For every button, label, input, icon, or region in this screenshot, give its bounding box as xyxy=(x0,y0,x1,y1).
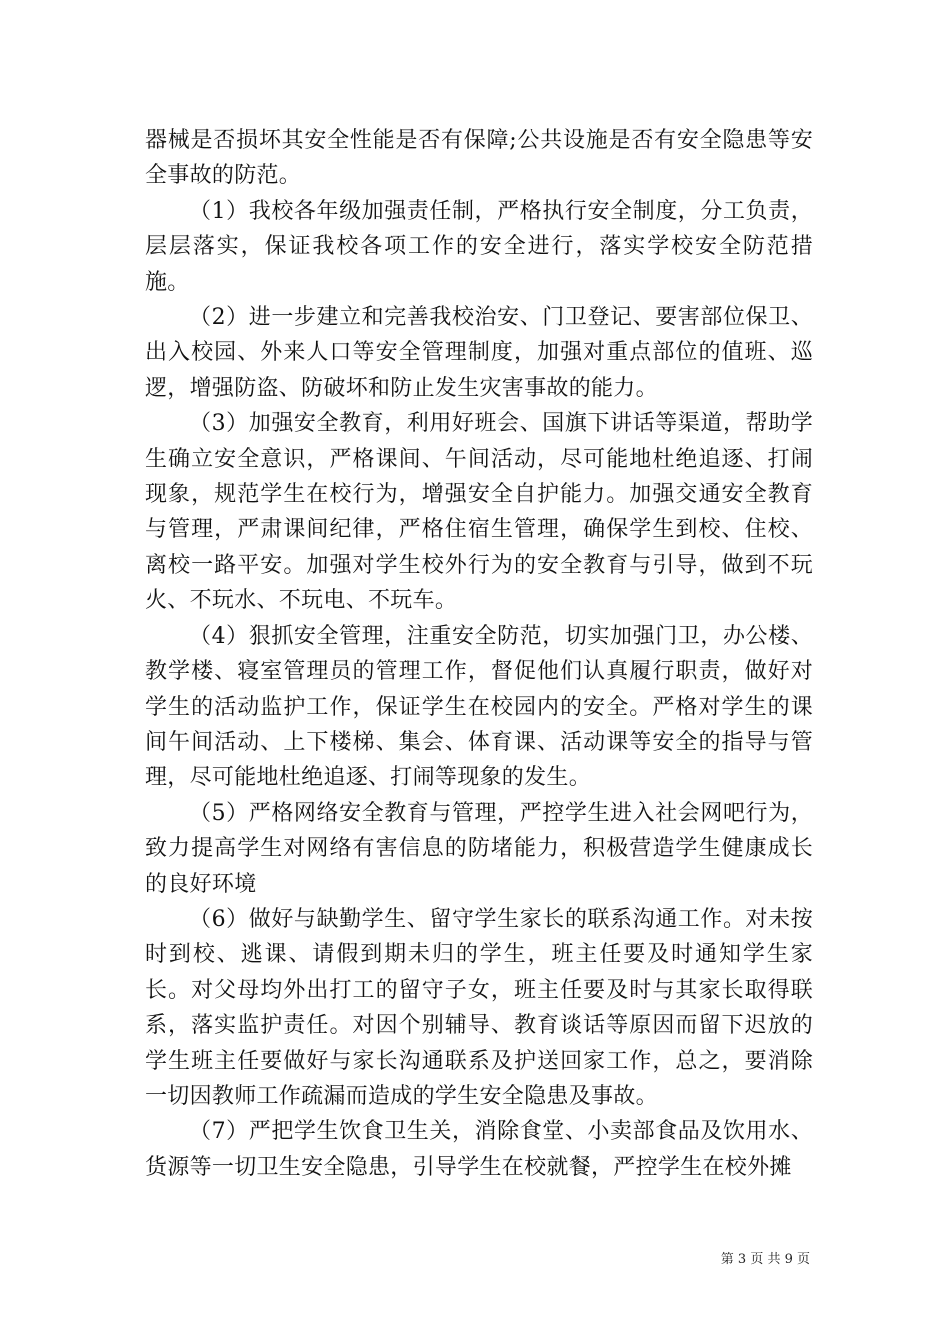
paragraph-item-7: （7）严把学生饮食卫生关，消除食堂、小卖部食品及饮用水、货源等一切卫生安全隐患，引导学生在校就餐，严控学生在校外摊 xyxy=(145,1119,813,1180)
page-number: 第 3 页 共 9 页 xyxy=(720,1252,810,1267)
paragraph-item-1: （1）我校各年级加强责任制，严格执行安全制度，分工负责，层层落实，保证我校各项工作的安全进行，落实学校安全防范措施。 xyxy=(145,198,813,295)
paragraph-item-4: （4）狠抓安全管理，注重安全防范，切实加强门卫，办公楼、教学楼、寝室管理员的管理工作，督促他们认真履行职责，做好对学生的活动监护工作，保证学生在校园内的安全。严格对学生的课间午间活动、上下楼梯、集会、体育课、活动课等安全的指导与管理，尽可能地杜绝追逐、打闹等现象的发生。 xyxy=(145,623,813,791)
paragraph-item-6: （6）做好与缺勤学生、留守学生家长的联系沟通工作。对未按时到校、逃课、请假到期未归的学生，班主任要及时通知学生家长。对父母均外出打工的留守子女，班主任要及时与其家长取得联系，落实监护责任。对因个别辅导、教育谈话等原因而留下迟放的学生班主任要做好与家长沟通联系及护送回家工作，总之，要消除一切因教师工作疏漏而造成的学生安全隐患及事故。 xyxy=(145,906,813,1109)
paragraph-item-5: （5）严格网络安全教育与管理，严控学生进入社会网吧行为，致力提高学生对网络有害信息的防堵能力，积极营造学生健康成长的良好环境 xyxy=(145,800,813,897)
document-body xyxy=(145,123,813,1185)
paragraph-intro: 器械是否损坏其安全性能是否有保障;公共设施是否有安全隐患等安全事故的防范。 xyxy=(145,128,813,189)
paragraph-item-2: （2）进一步建立和完善我校治安、门卫登记、要害部位保卫、出入校园、外来人口等安全管理制度，加强对重点部位的值班、巡逻，增强防盗、防破坏和防止发生灾害事故的能力。 xyxy=(145,305,813,401)
paragraph-item-3: （3）加强安全教育，利用好班会、国旗下讲话等渠道，帮助学生确立安全意识，严格课间、午间活动，尽可能地杜绝追逐、打闹现象，规范学生在校行为，增强安全自护能力。加强交通安全教育与管理，严肃课间纪律，严格住宿生管理，确保学生到校、住校、离校一路平安。加强对学生校外行为的安全教育与引导，做到不玩火、不玩水、不玩电、不玩车。 xyxy=(145,411,813,614)
